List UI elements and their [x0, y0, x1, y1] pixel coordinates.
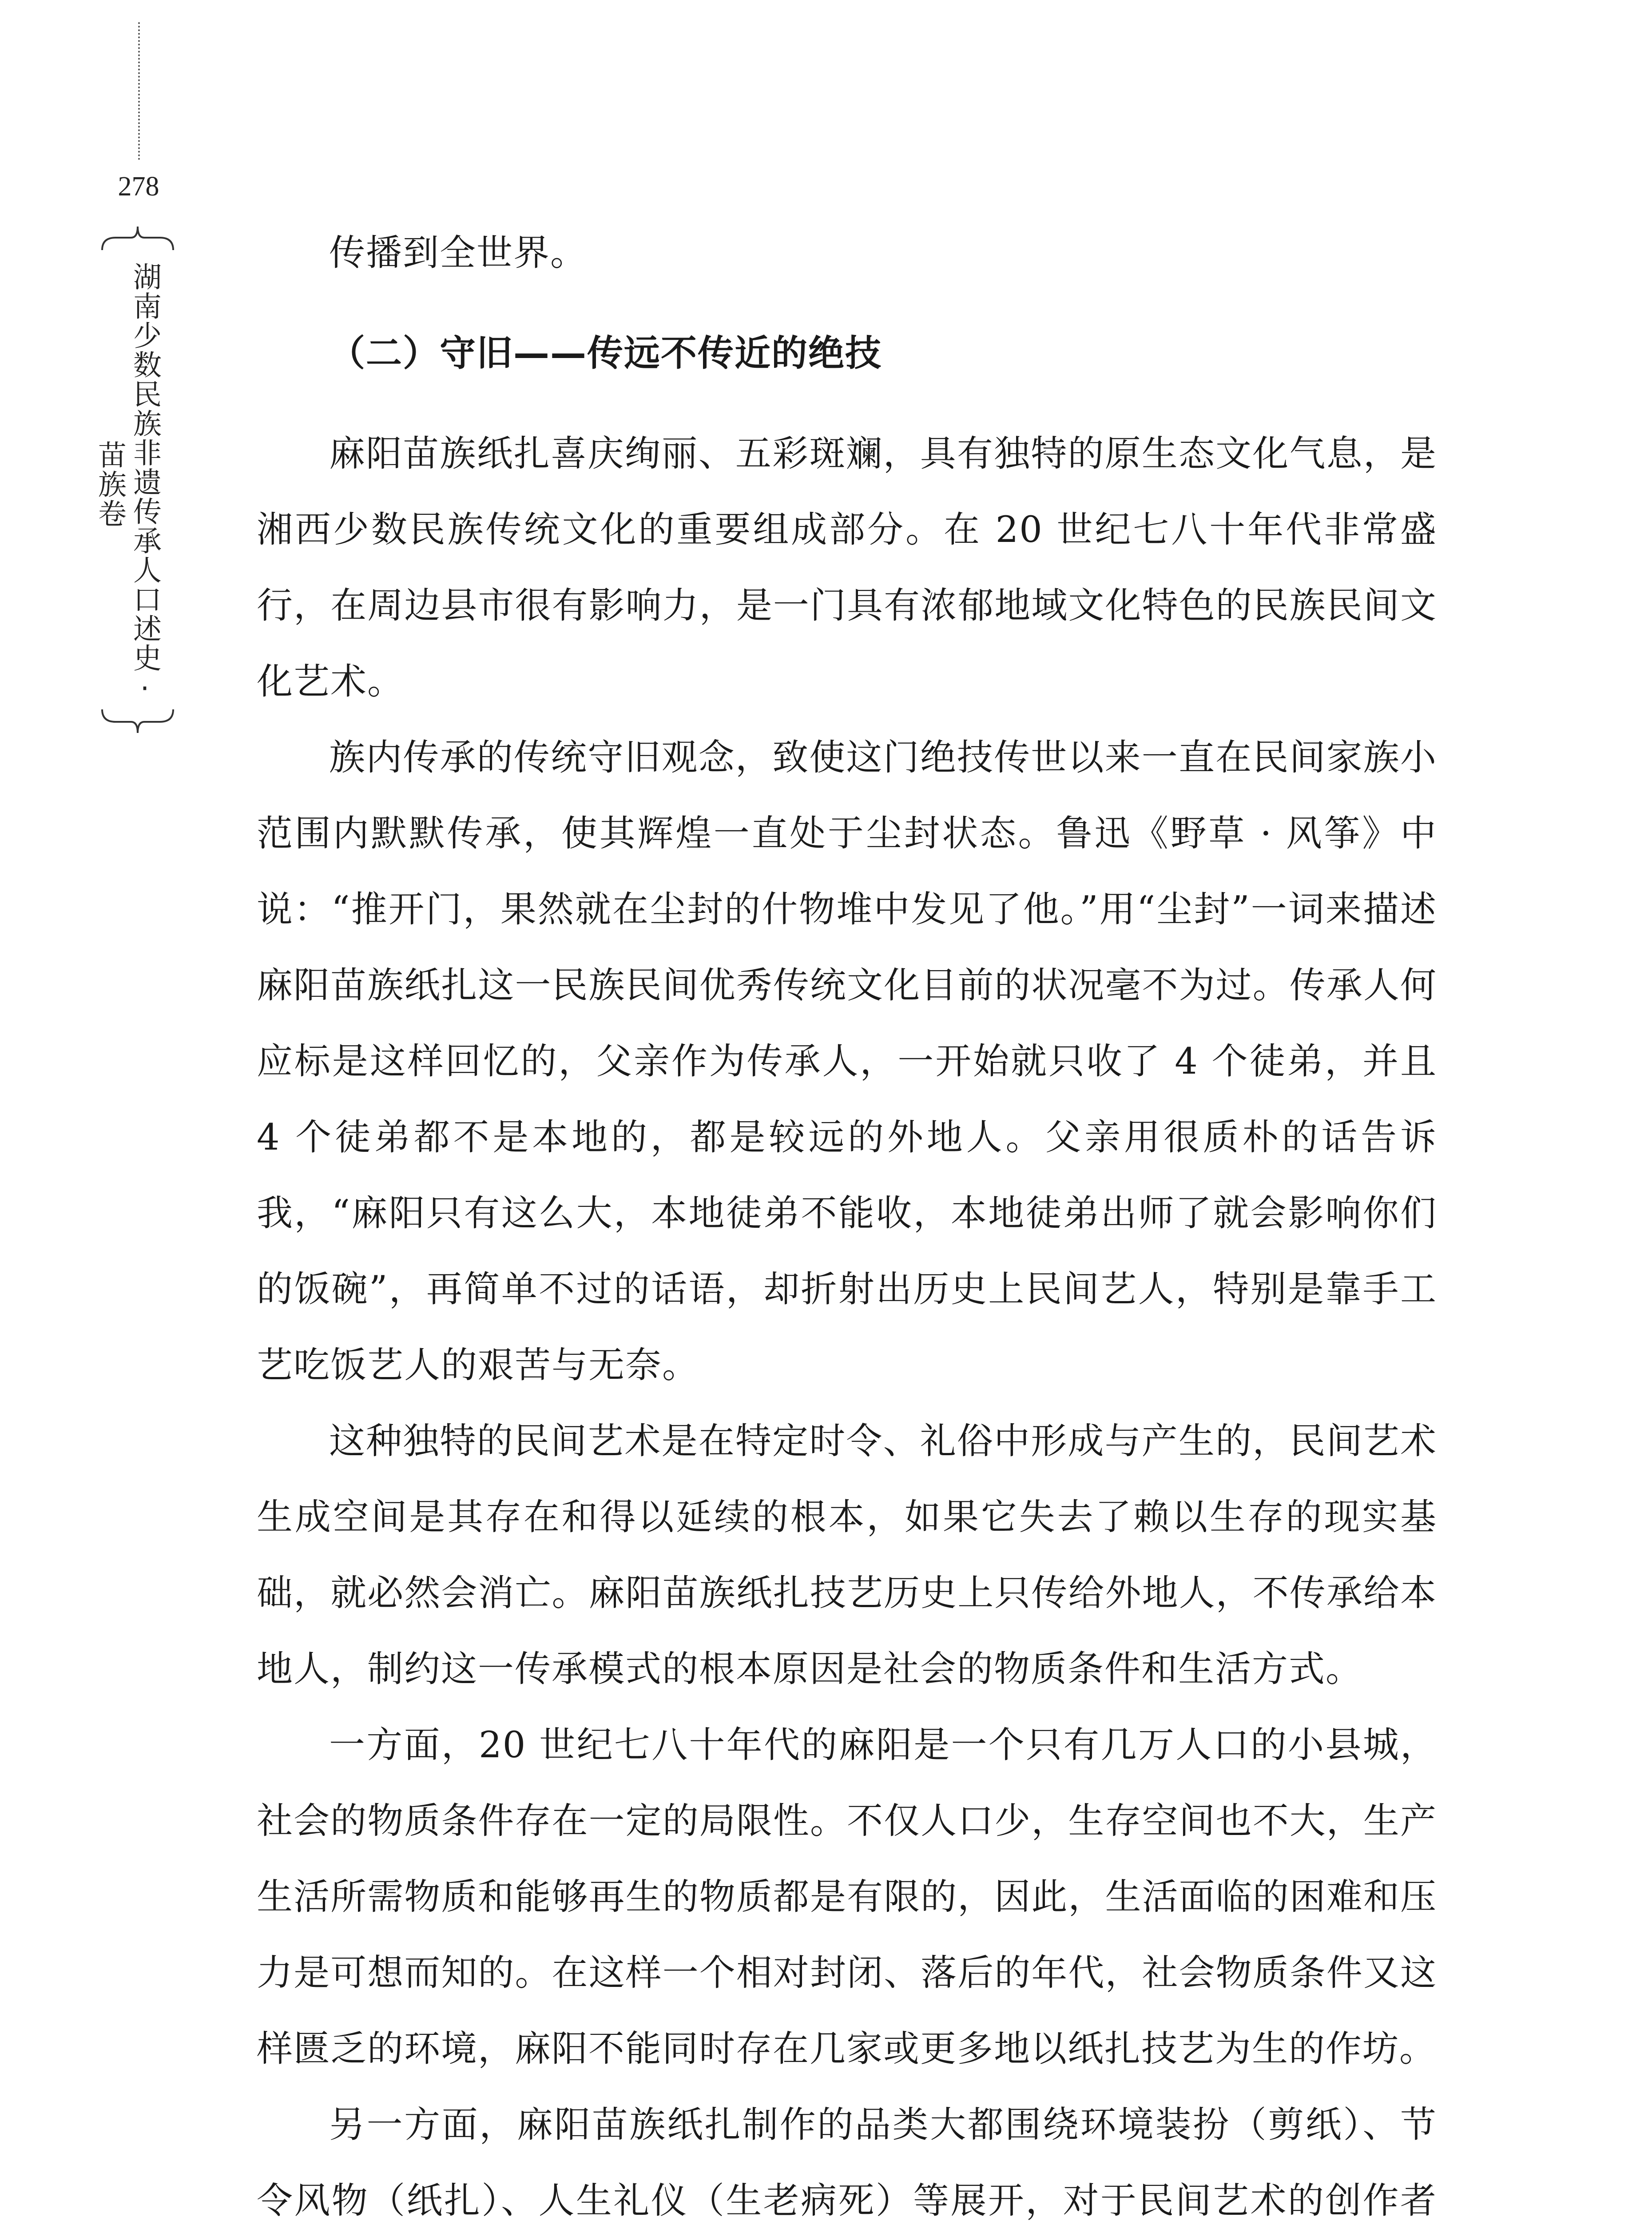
margin-dotted-rule: [138, 22, 140, 160]
paragraph-1: 麻阳苗族纸扎喜庆绚丽、五彩斑斓，具有独特的原生态文化气息，是湘西少数民族传统文化的重要组成部分。在 20 世纪七八十年代非常盛行，在周边县市很有影响力，是一门具有浓郁地域文化特色的民族民间文化艺术。: [257, 433, 1437, 703]
page-body: [257, 215, 1437, 2221]
paragraph-4: 一方面，20 世纪七八十年代的麻阳是一个只有几万人口的小县城，社会的物质条件存在一定的局限性。不仅人口少，生存空间也不大，生产生活所需物质和能够再生的物质都是有限的，因此，生活面临的困难和压力是可想而知的。在这样一个相对封闭、落后的年代，社会物质条件又这样匮乏的环境，麻阳不能同时存在几家或更多地以纸扎技艺为生的作坊。: [257, 1724, 1437, 2070]
paragraph-5: 另一方面，麻阳苗族纸扎制作的品类大都围绕环境装扮（剪纸）、节令风物（纸扎）、人生礼仪（生老病死）等展开，对于民间艺术的创作者: [257, 2104, 1437, 2221]
series-title-bottom-bracket: [98, 708, 178, 735]
series-title-top-bracket: [98, 224, 178, 251]
opening-line: 传播到全世界。: [329, 232, 588, 274]
paragraph-3: 这种独特的民间艺术是在特定时令、礼俗中形成与产生的，民间艺术生成空间是其存在和得以延续的根本，如果它失去了赖以生存的现实基础，就必然会消亡。麻阳苗族纸扎技艺历史上只传给外地人，不传承给本地人，制约这一传承模式的根本原因是社会的物质条件和生活方式。: [257, 1421, 1437, 1690]
section-heading: （二）守旧——传远不传近的绝技: [329, 333, 882, 374]
page-number: 278: [118, 171, 159, 202]
paragraph-2: 族内传承的传统守旧观念，致使这门绝技传世以来一直在民间家族小范围内默默传承，使其辉煌一直处于尘封状态。鲁迅《野草 · 风筝》中说：“推开门，果然就在尘封的什物堆中发见了他。”用“尘封”一词来描述麻阳苗族纸扎这一民族民间优秀传统文化目前的状况毫不为过。传承人何应标是这样回忆的，父亲作为传承人，一开始就只收了 4 个徒弟，并且 4 个徒弟都不是本地的，都是较远的外地人。父亲用很质朴的话告诉我，“麻阳只有这么大，本地徒弟不能收，本地徒弟出师了就会影响你们的饭碗”，再简单不过的话语，却折射出历史上民间艺人，特别是靠手工艺吃饭艺人的艰苦与无奈。: [257, 737, 1437, 1386]
series-title: 湖南少数民族非遗传承人口述史·苗族卷: [93, 262, 161, 706]
